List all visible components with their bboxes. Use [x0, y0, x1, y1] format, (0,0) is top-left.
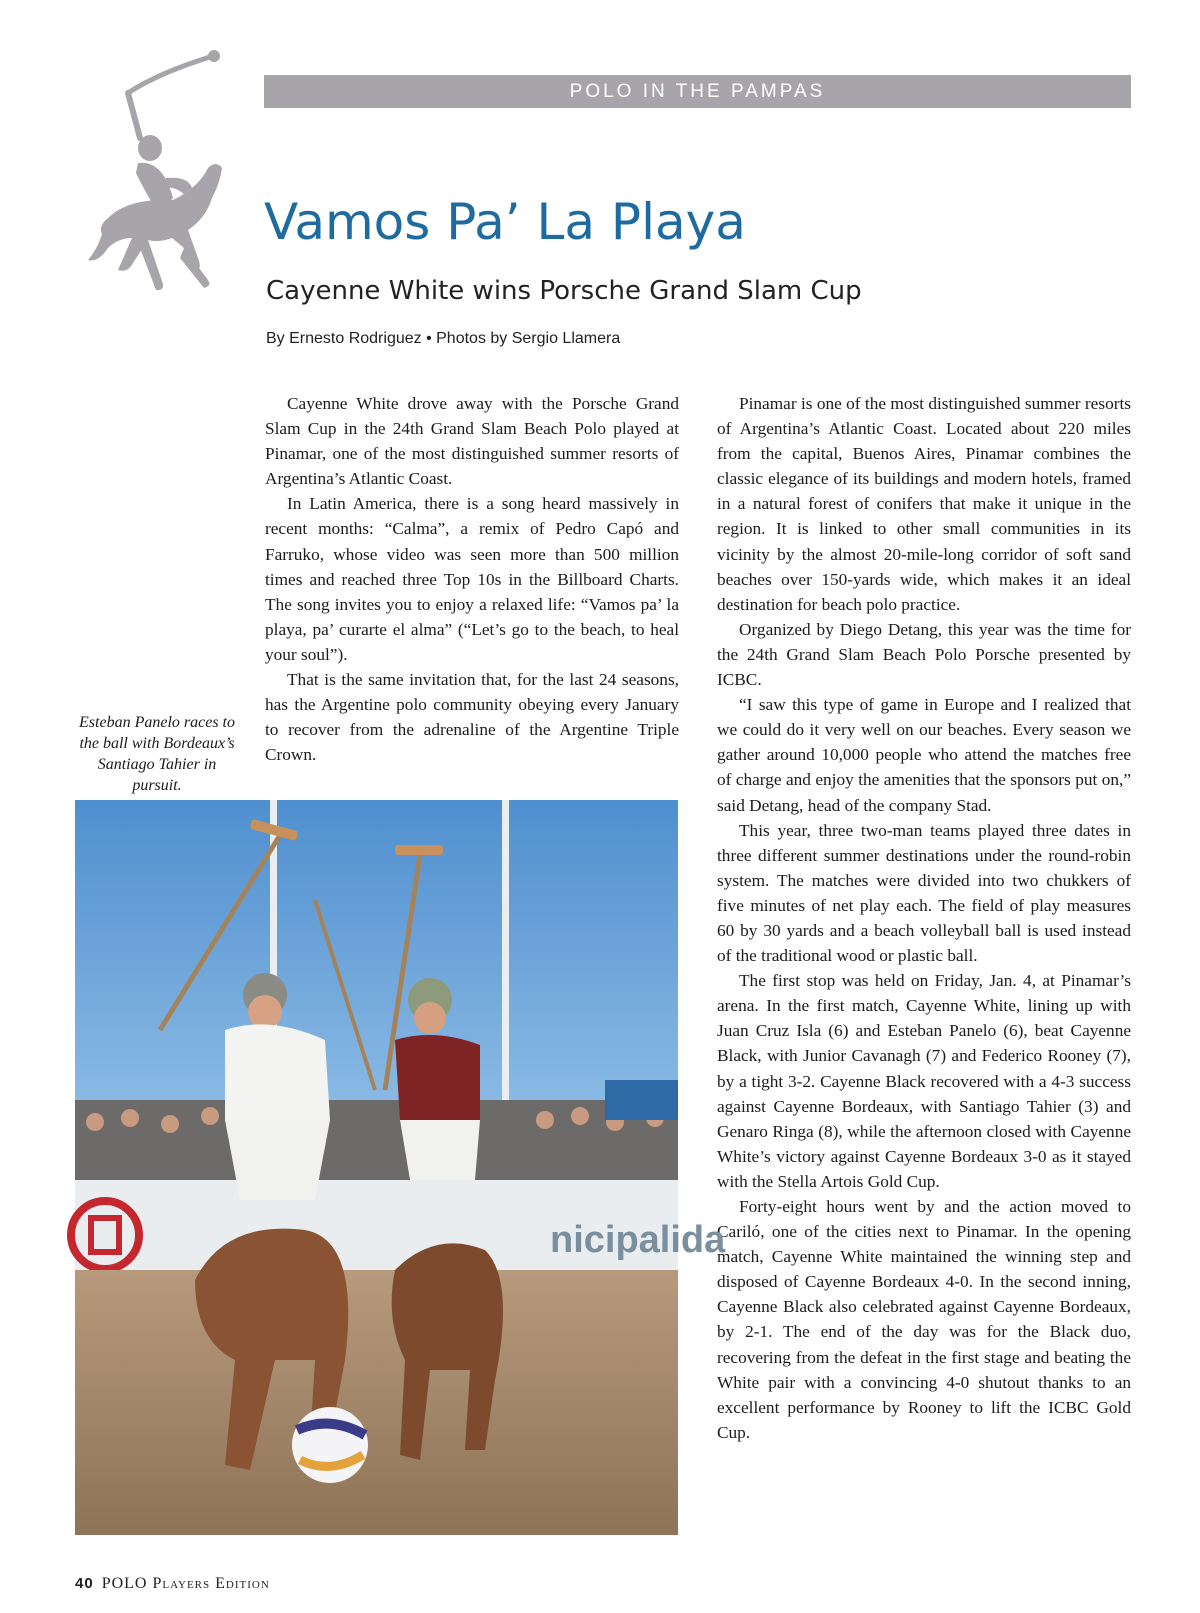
paragraph: Organized by Diego Detang, this year was the time for the 24th Grand Slam Beach Polo Porsche presented by ICBC. [717, 619, 1131, 690]
paragraph: Pinamar is one of the most distinguished summer resorts of Argentina’s Atlantic Coast. Located about 220 miles from the capital, Buenos Aires, Pinamar combines the classic elegance of its buildings and modern hotels, framed in a natural forest of conifers that make it unique in the region. It is linked to other small communities in its vicinity by the almost 20-mile-long corridor of soft sand beaches over 150-yards wide, which makes it an ideal destination for beach polo practice. [717, 394, 1131, 614]
paragraph: This year, three two-man teams played three dates in three different summer destinations under the round-robin system. The matches were divided into two chukkers of five minutes of net play each. The field of play measures 60 by 30 yards and a beach volleyball ball is used instead of the traditional wood or plastic ball. [717, 820, 1131, 966]
article-subheadline: Cayenne White wins Porsche Grand Slam Cup [266, 276, 862, 306]
banner-text: nicipalida [550, 1219, 726, 1261]
article-headline: Vamos Pa’ La Playa [264, 193, 746, 251]
paragraph: That is the same invitation that, for the last 24 seasons, has the Argentine polo community obeying every January to recover from the adrenaline of the Argentine Triple Crown. [265, 670, 679, 765]
paragraph: Cayenne White drove away with the Porsche Grand Slam Cup in the 24th Grand Slam Beach Polo played at Pinamar, one of the most distinguished summer resorts of Argentina’s Atlantic Coast. [265, 394, 679, 489]
page-footer [75, 1575, 270, 1593]
photo-caption: Esteban Panelo races to the ball with Bordeaux’s Santiago Tahier in pursuit. [79, 714, 235, 794]
article-byline: By Ernesto Rodriguez • Photos by Sergio Llamera [266, 330, 621, 347]
polo-match-photo [75, 800, 726, 1535]
article-column-2 [717, 391, 1131, 1445]
paragraph: “I saw this type of game in Europe and I realized that we could do it very well on our beaches. Every season we gather around 10,000 people who attend the matches free of charge and enjoy the amenities that the sponsors put on,” said Detang, head of the company Stad. [717, 695, 1131, 815]
magazine-name: POLO Players Edition [101, 1575, 270, 1592]
paragraph: In Latin America, there is a song heard massively in recent months: “Calma”, a remix of Pedro Capó and Farruko, whose video was seen more than 500 million times and reached three Top 10s in the Billboard Charts. The song invites you to enjoy a relaxed life: “Vamos pa’ la playa, pa’ curarte el alma” (“Let’s go to the beach, to heal your soul”). [265, 494, 679, 664]
paragraph: The first stop was held on Friday, Jan. 4, at Pinamar’s arena. In the first match, Cayenne White, lining up with Juan Cruz Isla (6) and Esteban Panelo (6), beat Cayenne Black, with Junior Cavanagh (7) and Federico Rooney (7), by a tight 3-2. Cayenne Black recovered with a 4-3 success against Cayenne Bordeaux, with Santiago Tahier (3) and Genaro Ringa (8), while the afternoon closed with Cayenne White’s victory against Cayenne Bordeaux 3-0 as it stayed with the Stella Artois Gold Cup. [717, 971, 1131, 1191]
page-number: 40 [75, 1575, 94, 1592]
article-column-1 [265, 391, 679, 767]
polo-player-silhouette-icon [88, 48, 238, 293]
section-header-bar: POLO IN THE PAMPAS [264, 75, 1131, 108]
paragraph: Forty-eight hours went by and the action moved to Cariló, one of the cities next to Pinamar. In the opening match, Cayenne White maintained the winning step and disposed of Cayenne Bordeaux 4-0. In the second inning, Cayenne Black also celebrated against Cayenne Bordeaux, by 2-1. The end of the day was for the Black duo, recovering from the defeat in the first stage and beating the White pair with a convincing 4-0 shutout thanks to an excellent performance by Rooney to lift the ICBC Gold Cup. [717, 1197, 1131, 1442]
